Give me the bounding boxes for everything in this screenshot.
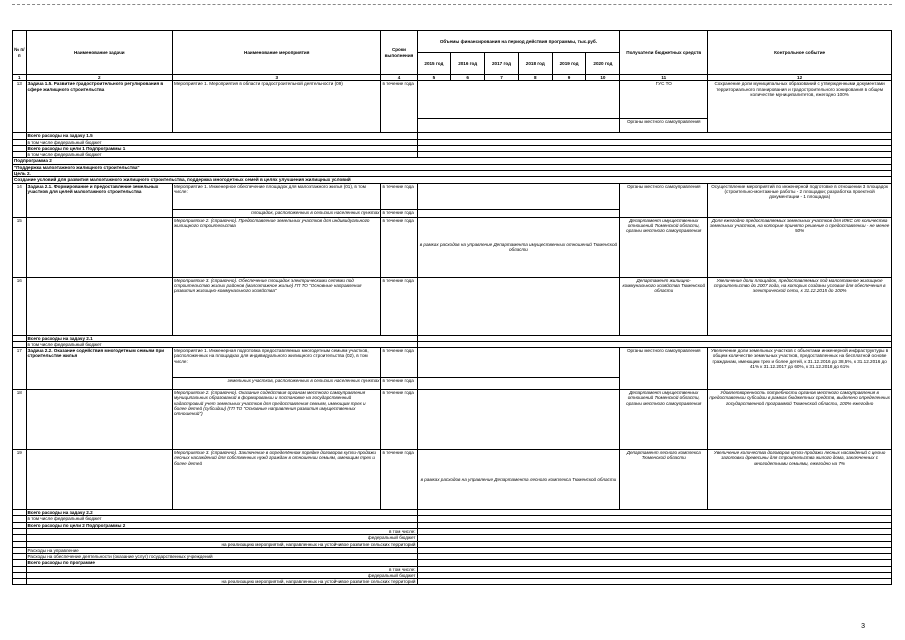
hdr-term: Сроки выполнения <box>381 31 417 75</box>
event-cell: Мероприятие 1. Инженерное обеспечение площадок для малоэтажного жилья (01), в том числе: <box>173 183 381 209</box>
page-number: 3 <box>861 623 865 630</box>
funding-note: в рамках расходов на управление Департамента имущественных отношений Тюменской области <box>417 217 620 277</box>
hdr-task: Наименование задачи <box>26 31 172 75</box>
term-cell: в течение года <box>381 277 417 335</box>
control-cell: Увеличение доли земельных участков с объектами инженерной инфраструктуры в общем количестве земельных участков, предоставленных на бесплатной основе гражданам, имеющим трех и более детей, к 31.12.2016 до 38,5%, к 31.12.2016 до 41% к 31.12.2017 до 60%, к 31.12.2018 до 61% <box>708 348 892 390</box>
recipient-cell: Органы местного самоуправления <box>620 119 708 133</box>
task-cell: Задача 1.5. Развитие градостроительного регулирования в сфере жилищного строительства <box>26 81 172 133</box>
colnum: 4 <box>381 75 417 81</box>
total-row-label: Расходы на управление <box>26 547 417 553</box>
hdr-recipients: Получатели бюджетных средств <box>620 31 708 75</box>
control-cell: Увеличение количества договоров купли-продажи лесных насаждений с целью заготовки древесины для строительства жилого дома, заключенных с многодетными семьями, ежегодно на 7% <box>708 450 892 510</box>
task-cell: Задача 2.1. Формирование и предоставление земельных участков для целей малоэтажного строительства <box>26 183 172 217</box>
term-cell: в течение года <box>381 450 417 510</box>
total-row-label: Всего расходы на задачу 2.1 <box>26 335 417 341</box>
event-cell: площадок, расположенных в сельских населенных пунктах <box>173 209 381 217</box>
event-cell: земельных участков, расположенных в сельских населенных пунктах <box>173 378 381 390</box>
event-cell: Мероприятие 3. (справочно). Обеспечение площадок электрическими сетями под строительство жилых районов (малоэтажное жилье) ГП ТО "Основные направления развития жилищно-коммунального хозяйства" <box>173 277 381 335</box>
colnum: 12 <box>708 75 892 81</box>
term-cell: в течение года <box>381 81 417 133</box>
colnum: 7 <box>485 75 519 81</box>
recipient-cell: Органы местного самоуправления <box>620 183 708 217</box>
control-cell: Доля ежегодно предоставляемых земельных участков для ИЖС от количества земельных участков, на которые принято решение о предоставлении - не менее 50% <box>708 217 892 277</box>
recipient-cell: Департамент имущественных отношений Тюменской области, органы местного самоуправления <box>620 390 708 450</box>
event-cell: Мероприятие 2. (справочно). Оказание содействия органам местного самоуправления муниципальных образований в формировании и постановке на государственный кадастровый учет земельных участков для предоставления семьям, имеющим трех и более детей (субсидии) (ГП ТО "Основные направления развития имущественных отношений") <box>173 390 381 450</box>
colnum: 5 <box>417 75 451 81</box>
section-label: "Поддержка малоэтажного жилищного строительства" <box>13 164 892 170</box>
hdr-year: 2015 год <box>417 53 451 75</box>
total-row-label: Всего расходы по программе <box>26 560 417 566</box>
hdr-year: 2018 год <box>518 53 552 75</box>
event-cell: Мероприятие 3. (справочно). Заключение в определённом порядке договоров купли-продажи лесных насаждений для собственных нужд граждан в отношении семьям, имеющим трех и более детей <box>173 450 381 510</box>
row-num: 14 <box>13 183 27 217</box>
colnum: 11 <box>620 75 708 81</box>
term-cell: в течение года <box>381 209 417 217</box>
term-cell: в течение года <box>381 378 417 390</box>
value-cells <box>417 81 620 119</box>
total-row-label: на реализацию мероприятий, направленных на устойчивое развитие сельских территорий <box>26 541 417 547</box>
hdr-year: 2020 год <box>586 53 620 75</box>
hdr-num: № п/п <box>13 31 27 75</box>
recipient-cell: Департамент жилищно-коммунального хозяйства Тюменской области <box>620 277 708 335</box>
total-row-label: в том числе федеральный бюджет <box>26 139 417 145</box>
total-row-label: в том числе федеральный бюджет <box>26 341 417 347</box>
colnum: 2 <box>26 75 172 81</box>
hdr-year: 2017 год <box>485 53 519 75</box>
term-cell: в течение года <box>381 348 417 378</box>
total-row-label: федеральный бюджет <box>26 572 417 578</box>
colnum: 3 <box>173 75 381 81</box>
event-cell: Мероприятие 2. (справочно). Предоставление земельных участков для индивидуального жилищного строительства <box>173 217 381 277</box>
total-row-label: федеральный бюджет <box>26 535 417 541</box>
total-row-label: в том числе: <box>26 528 417 534</box>
total-row-label: Всего расходы на задачу 1.5 <box>26 133 417 139</box>
section-label: Цель 2. <box>13 170 892 176</box>
funding-note: в рамках расходов на управление Департамента лесного комплекса Тюменской области <box>417 450 620 510</box>
hdr-year: 2019 год <box>552 53 586 75</box>
control-cell: Удовлетворенность потребности органов местного самоуправления в предоставлении субсидии в рамках бюджетных средств, выделено определенных государственной программой Тюменской области, 100% ежегодно <box>708 390 892 450</box>
control-cell: Сохранение доли муниципальных образований с утвержденными документами территориального планирования и градостроительного зонирования в общем количестве муниципалитетов, ежегодно 100% <box>708 81 892 133</box>
total-row-label: в том числе федеральный бюджет <box>26 516 417 522</box>
task-cell: Задача 2.2. Оказание содействия многодетным семьям при строительстве жилья <box>26 348 172 390</box>
section-label: Подпрограмма 2 <box>13 158 892 164</box>
row-num: 17 <box>13 348 27 390</box>
term-cell: в течение года <box>381 183 417 209</box>
recipient-cell: Органы местного самоуправления <box>620 348 708 390</box>
hdr-funding: Объемы финансирования на период действия программы, тыс.руб. <box>417 31 620 53</box>
term-cell: в течение года <box>381 217 417 277</box>
colnum: 9 <box>552 75 586 81</box>
term-cell: в течение года <box>381 390 417 450</box>
hdr-event: Наименование мероприятия <box>173 31 381 75</box>
event-cell: Мероприятие 1. Инженерная подготовка предоставляемых многодетным семьям участков, расположенных на площадках для индивидуального жилищного строительства (02), в том числе: <box>173 348 381 378</box>
control-cell: Осуществление мероприятий по инженерной подготовке в отношении 3 площадок (строительно-монтажные работы - 2 площадки; разработка проектной документации - 1 площадка) <box>708 183 892 217</box>
hdr-control: Контрольное событие <box>708 31 892 75</box>
total-row-label: на реализацию мероприятий, направленных на устойчивое развитие сельских территорий <box>26 579 417 585</box>
recipient-cell: ГУС ТО <box>620 81 708 119</box>
control-cell: Увеличение доли площадок, предоставляемых под малоэтажное жилищное строительство до 2007 года, на которых созданы условия для обеспечения в электрической сети, к 31.12.2015 до 100% <box>708 277 892 335</box>
colnum: 8 <box>518 75 552 81</box>
hdr-year: 2016 год <box>451 53 485 75</box>
total-row-label: Всего расходы по цели 1 Подпрограммы 1 <box>26 145 417 151</box>
recipient-cell: Департамент лесного комплекса Тюменской области <box>620 450 708 510</box>
total-row-label: Всего расходы по цели 2 Подпрограммы 2 <box>26 522 417 528</box>
colnum: 1 <box>13 75 27 81</box>
event-cell: Мероприятие 1. Мероприятия в области градостроительной деятельности (09) <box>173 81 381 133</box>
value-cells <box>417 119 620 133</box>
total-row-label: Всего расходы на задачу 2.2 <box>26 510 417 516</box>
section-label: Создание условий для развития малоэтажного жилищного строительства, поддержка многодетных семей в целях улучшения жилищных условий <box>13 177 892 183</box>
program-table <box>12 30 892 585</box>
total-row-label: в том числе федеральный бюджет <box>26 152 417 158</box>
row-num: 18 <box>13 390 27 450</box>
row-num: 19 <box>13 450 27 510</box>
colnum: 6 <box>451 75 485 81</box>
top-divider <box>12 4 892 5</box>
row-num: 16 <box>13 277 27 335</box>
total-row-label: Расходы на обеспечение деятельности (оказание услуг) государственных учреждений <box>26 554 417 560</box>
total-row-label: в том числе: <box>26 566 417 572</box>
recipient-cell: Департамент имущественных отношений Тюменской области, органы местного самоуправления <box>620 217 708 277</box>
row-num: 13 <box>13 81 27 133</box>
row-num: 15 <box>13 217 27 277</box>
colnum: 10 <box>586 75 620 81</box>
